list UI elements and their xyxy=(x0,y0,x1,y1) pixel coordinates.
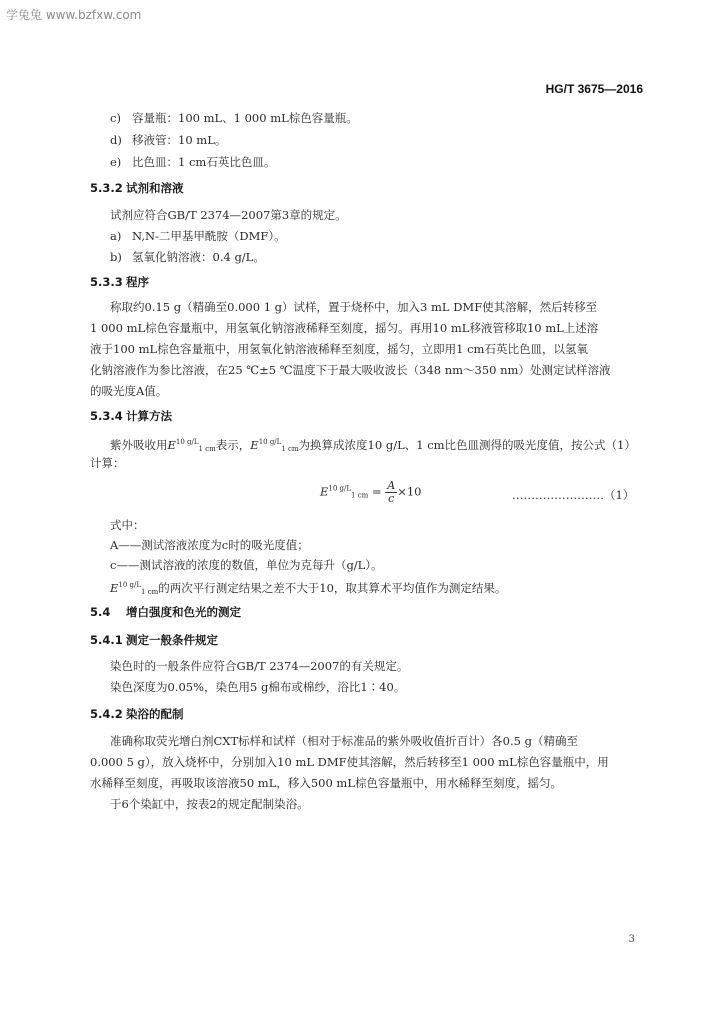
where-line: c——测试溶液的浓度的数值，单位为克每升（g/L）。 xyxy=(110,558,383,572)
paragraph-line: 计算： xyxy=(90,456,125,470)
paragraph-line: 的吸光度A值。 xyxy=(90,384,168,398)
paragraph-line: 紫外吸收用$E^{10 g/L}_{1 cm}$表示，$E^{10 g/L}_{1 cm}$为换算成浓度10 g/L、1 cm比色皿测得的吸光度值，按公式（1） xyxy=(110,438,636,453)
paragraph-line: 液于100 mL棕色容量瓶中，用氢氧化钠溶液稀释至刻度，摇匀，立即用1 cm石英比色皿，以氢氧 xyxy=(90,342,588,356)
paragraph-line: 称取约0.15 g（精确至0.000 1 g）试样，置于烧杯中，加入3 mL DMF使其溶解，然后转移至 xyxy=(110,300,598,314)
section-heading: 5.4.1 测定一般条件规定 xyxy=(90,633,218,647)
section-heading: 5.3.4 计算方法 xyxy=(90,409,172,423)
paragraph-line: 水稀释至刻度，再吸取该溶液50 mL，移入500 mL棕色容量瓶中，用水稀释至刻度，摇匀。 xyxy=(90,776,562,790)
paragraph-line: 于6个染缸中，按表2的规定配制染浴。 xyxy=(110,797,309,811)
list-item: a) N,N-二甲基甲酰胺（DMF）。 xyxy=(110,229,286,243)
list-item: c) 容量瓶：100 mL、1 000 mL棕色容量瓶。 xyxy=(110,111,358,125)
formula-number: ……………………（1） xyxy=(512,488,635,502)
section-heading: 5.4 增白强度和色光的测定 xyxy=(90,605,241,619)
list-item: e) 比色皿：1 cm石英比色皿。 xyxy=(110,155,276,169)
paragraph: 试剂应符合GB/T 2374—2007第3章的规定。 xyxy=(110,208,347,222)
section-heading: 5.4.2 染浴的配制 xyxy=(90,707,184,721)
paragraph-line: 染色深度为0.05%，染色用5 g棉布或棉纱，浴比1∶40。 xyxy=(110,680,406,694)
page-number: 3 xyxy=(628,934,635,945)
paragraph-line: 准确称取荧光增白剂CXT标样和试样（相对于标准品的紫外吸收值折百计）各0.5 g（精确至 xyxy=(110,734,578,748)
section-heading: 5.3.3 程序 xyxy=(90,275,149,289)
list-item: b) 氢氧化钠溶液：0.4 g/L。 xyxy=(110,250,265,264)
paragraph-line: 0.000 5 g），放入烧杯中，分别加入10 mL DMF使其溶解，然后转移至1 000 mL棕色容量瓶中，用 xyxy=(90,755,609,769)
where-intro: 式中： xyxy=(110,518,145,532)
paragraph-line: 化钠溶液作为参比溶液，在25 ℃±5 ℃温度下于最大吸收波长（348 nm～350 nm）处测定试样溶液 xyxy=(90,363,611,377)
watermark: 学兔兔 www.bzfxw.com xyxy=(6,8,142,22)
standard-number: HG/T 3675—2016 xyxy=(545,82,643,96)
where-line: A——测试溶液浓度为c时的吸光度值； xyxy=(110,538,309,552)
list-item: d) 移液管：10 mL。 xyxy=(110,133,227,147)
paragraph-line: $E^{10 g/L}_{1 cm}$的两次平行测定结果之差不大于10，取其算术平均值作为测定结果。 xyxy=(110,581,507,596)
section-heading: 5.3.2 试剂和溶液 xyxy=(90,181,184,195)
paragraph-line: 染色时的一般条件应符合GB/T 2374—2007的有关规定。 xyxy=(110,659,409,673)
paragraph-line: 1 000 mL棕色容量瓶中，用氢氧化钠溶液稀释至刻度，摇匀。再用10 mL移液管移取10 mL上述溶 xyxy=(90,321,599,335)
formula-1: $E^{10 g/L}_{1 cm}$ = $\frac{A}{c}$ ×10 xyxy=(320,479,422,505)
